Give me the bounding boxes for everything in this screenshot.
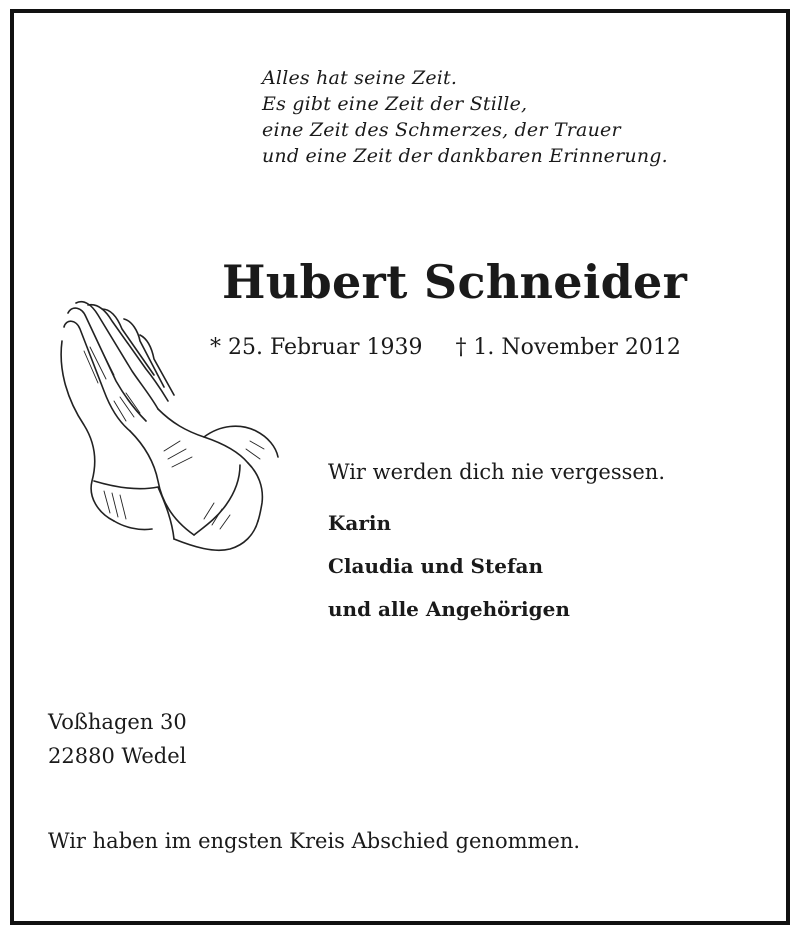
address-street: Voßhagen 30 <box>48 710 187 734</box>
praying-hands-icon <box>54 291 284 561</box>
quote-line: eine Zeit des Schmerzes, der Trauer <box>262 119 621 141</box>
death-date: † 1. November 2012 <box>455 335 681 360</box>
address-block <box>48 705 187 773</box>
quote-line: und eine Zeit der dankbaren Erinnerung. <box>262 145 668 167</box>
quote-line: Alles hat seine Zeit. <box>262 67 458 89</box>
mourner-name: Claudia und Stefan <box>328 554 544 578</box>
deceased-name: Hubert Schneider <box>222 255 688 309</box>
mourner-name: Karin <box>328 511 392 535</box>
mourners-list <box>328 510 570 639</box>
birth-date: * 25. Februar 1939 <box>210 335 423 360</box>
quote-block <box>262 65 668 169</box>
farewell-message: Wir werden dich nie vergessen. <box>328 460 666 484</box>
closing-note: Wir haben im engsten Kreis Abschied genommen. <box>48 829 581 853</box>
address-city: 22880 Wedel <box>48 744 187 768</box>
quote-line: Es gibt eine Zeit der Stille, <box>262 93 528 115</box>
mourner-name: und alle Angehörigen <box>328 597 570 621</box>
life-dates <box>210 335 707 360</box>
obituary-frame <box>10 9 790 925</box>
